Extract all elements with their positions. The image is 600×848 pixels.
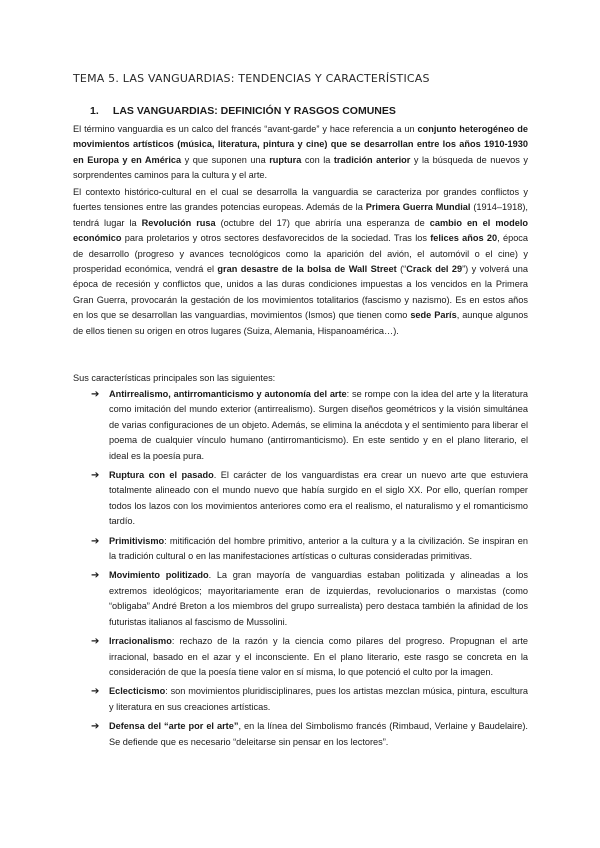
bold-text: Antirrealismo, antirromanticismo y autonomía del arte: [109, 389, 347, 399]
text-run: : son movimientos pluridisciplinares, pues los artistas mezclan música, pintura, escultura y literatura en sus creaciones artísticas.: [109, 686, 528, 712]
bold-text: Revolución rusa: [141, 217, 216, 228]
bold-text: Defensa del “arte por el arte”: [109, 721, 239, 732]
text-run: y que suponen una: [181, 154, 270, 165]
paragraph-context: [73, 185, 528, 339]
text-run: El contexto histórico-cultural en el cual se desarrolla la vanguardia se caracteriza por grandes conflictos y fuertes tensiones entre las grandes potencias europeas. Además de la: [73, 187, 528, 213]
text-run: El término vanguardia es un calco del francés “avant-garde” y hace referencia a un: [73, 124, 418, 134]
text-run: : se rompe con la idea del arte y la literatura como imitación del mundo exterior (antirrealismo). Surgen diseños geométricos y la visión simultánea de varias configuraciones de un objeto. Además, se elimina la anécdota y el sentimiento para liberar el poema de cualquier vínculo humano (antirromanticismo). En este sentido y en el plano literario, el ideal es la poesía pura.: [109, 389, 528, 461]
section-number: 1.: [90, 105, 99, 117]
text-run: (octubre del 17) que abriría una esperanza de: [215, 217, 430, 228]
text-run: . El carácter de los vanguardistas era crear un nuevo arte que estuviera totalmente alineado con el mundo nuevo que había surgido en el siglo XX. Por ello, querían romper todos los lazos con los movimientos anteriores como era el realismo, el naturalismo y el romanticismo tardío.: [109, 470, 529, 527]
arrow-bullet-icon: ➔: [91, 686, 100, 698]
arrow-bullet-icon: ➔: [91, 721, 100, 733]
bold-text: Primera Guerra Mundial: [365, 202, 471, 213]
bold-text: cambio en el modelo económico: [73, 217, 529, 244]
bold-text: Eclecticismo: [109, 686, 166, 697]
arrow-bullet-icon: ➔: [91, 636, 100, 648]
text-run: . La gran mayoría de vanguardias estaban politizada y alineadas a los extremos ideológicos; mayoritariamente eran de izquierdas, revolucionarios o marxistas (como “obligaba” André Breton a los miembros del grupo surrealista) pero destaca también la afinidad de los futuristas italianos al fascismo de Mussolini.: [109, 570, 528, 627]
bold-text: ruptura: [269, 154, 302, 165]
list-item: [91, 387, 528, 464]
text-run: (1914–1918), tendrá lugar la: [73, 202, 528, 228]
text-run: ”) y volverá una época de recesión y conflictos que, unidos a las duras condiciones impuestas a los vencidos en la Primera Gran Guerra, provocarán la gestación de los movimientos totalitarios (fascismo y nazismo). Es en estos años en los que se desarrollan las vanguardias, movimientos (Ismos) que tienen como: [73, 264, 529, 321]
list-item: [91, 634, 528, 680]
bold-text: felices años 20: [430, 233, 498, 244]
arrow-bullet-icon: ➔: [91, 570, 100, 582]
list-item: [91, 534, 528, 565]
list-item: [91, 719, 528, 750]
arrow-bullet-icon: ➔: [91, 389, 100, 400]
paragraph-definition: [73, 122, 528, 184]
text-run: , aunque algunos de ellos tienen su origen en otros lugares (Suiza, Alemania, Hispanoamérica…).: [73, 310, 528, 336]
bold-text: Primitivismo: [109, 535, 165, 546]
text-run: para proletarios y otros sectores desfavorecidos de la sociedad. Tras los: [121, 233, 431, 244]
bold-text: tradición anterior: [333, 154, 411, 165]
document-title: TEMA 5. LAS VANGUARDIAS: TENDENCIAS Y CARACTERÍSTICAS: [73, 72, 430, 85]
text-run: y la búsqueda de nuevos y sorprendentes caminos para la cultura y el arte.: [73, 154, 528, 181]
list-item: [91, 568, 528, 630]
bold-text: gran desastre de la bolsa de Wall Street: [217, 264, 397, 275]
paragraph-characteristics-intro: Sus características principales son las siguientes:: [73, 373, 276, 383]
arrow-bullet-icon: ➔: [91, 535, 100, 547]
bold-text: sede París: [410, 310, 457, 321]
characteristics-list: [91, 387, 528, 754]
bold-text: Irracionalismo: [109, 636, 172, 647]
section-title: LAS VANGUARDIAS: DEFINICIÓN Y RASGOS COMUNES: [112, 105, 396, 117]
text-run: , en la línea del Simbolismo francés (Rimbaud, Verlaine y Baudelaire). Se defiende que es necesario “deleitarse sin pensar en los lectores”.: [109, 721, 528, 747]
bold-text: Crack del 29: [406, 264, 463, 275]
text-run: con la: [301, 154, 334, 165]
section-heading: [90, 105, 396, 117]
bold-text: Ruptura con el pasado: [109, 470, 214, 481]
list-item: [91, 684, 528, 715]
text-run: : rechazo de la razón y la ciencia como pilares del progreso. Propugnan el arte irracional, basado en el azar y el inconsciente. En el plano literario, este rasgo se concreta en la consideración de que la poesía tiene valor en sí misma, lo que potenció el culto por la imagen.: [109, 636, 528, 677]
bold-text: Movimiento politizado: [109, 570, 209, 581]
text-run: (“: [396, 264, 407, 275]
arrow-bullet-icon: ➔: [91, 470, 100, 482]
bold-text: conjunto heterogéneo de movimientos artísticos (música, literatura, pintura y cine) que se desarrollan entre los años 1910-1930 en Europa y en América: [73, 124, 528, 165]
list-item: [91, 468, 528, 530]
text-run: : mitificación del hombre primitivo, anterior a la cultura y a la civilización. Se inspiran en la tradición cultural o en las manifestaciones artísticas o culturas consideradas primitivas.: [109, 535, 528, 562]
text-run: , época de desarrollo (progreso y avances tecnológicos como la aparición del avión, el automóvil o el cine) y prosperidad económica, vendrá el: [73, 233, 529, 275]
